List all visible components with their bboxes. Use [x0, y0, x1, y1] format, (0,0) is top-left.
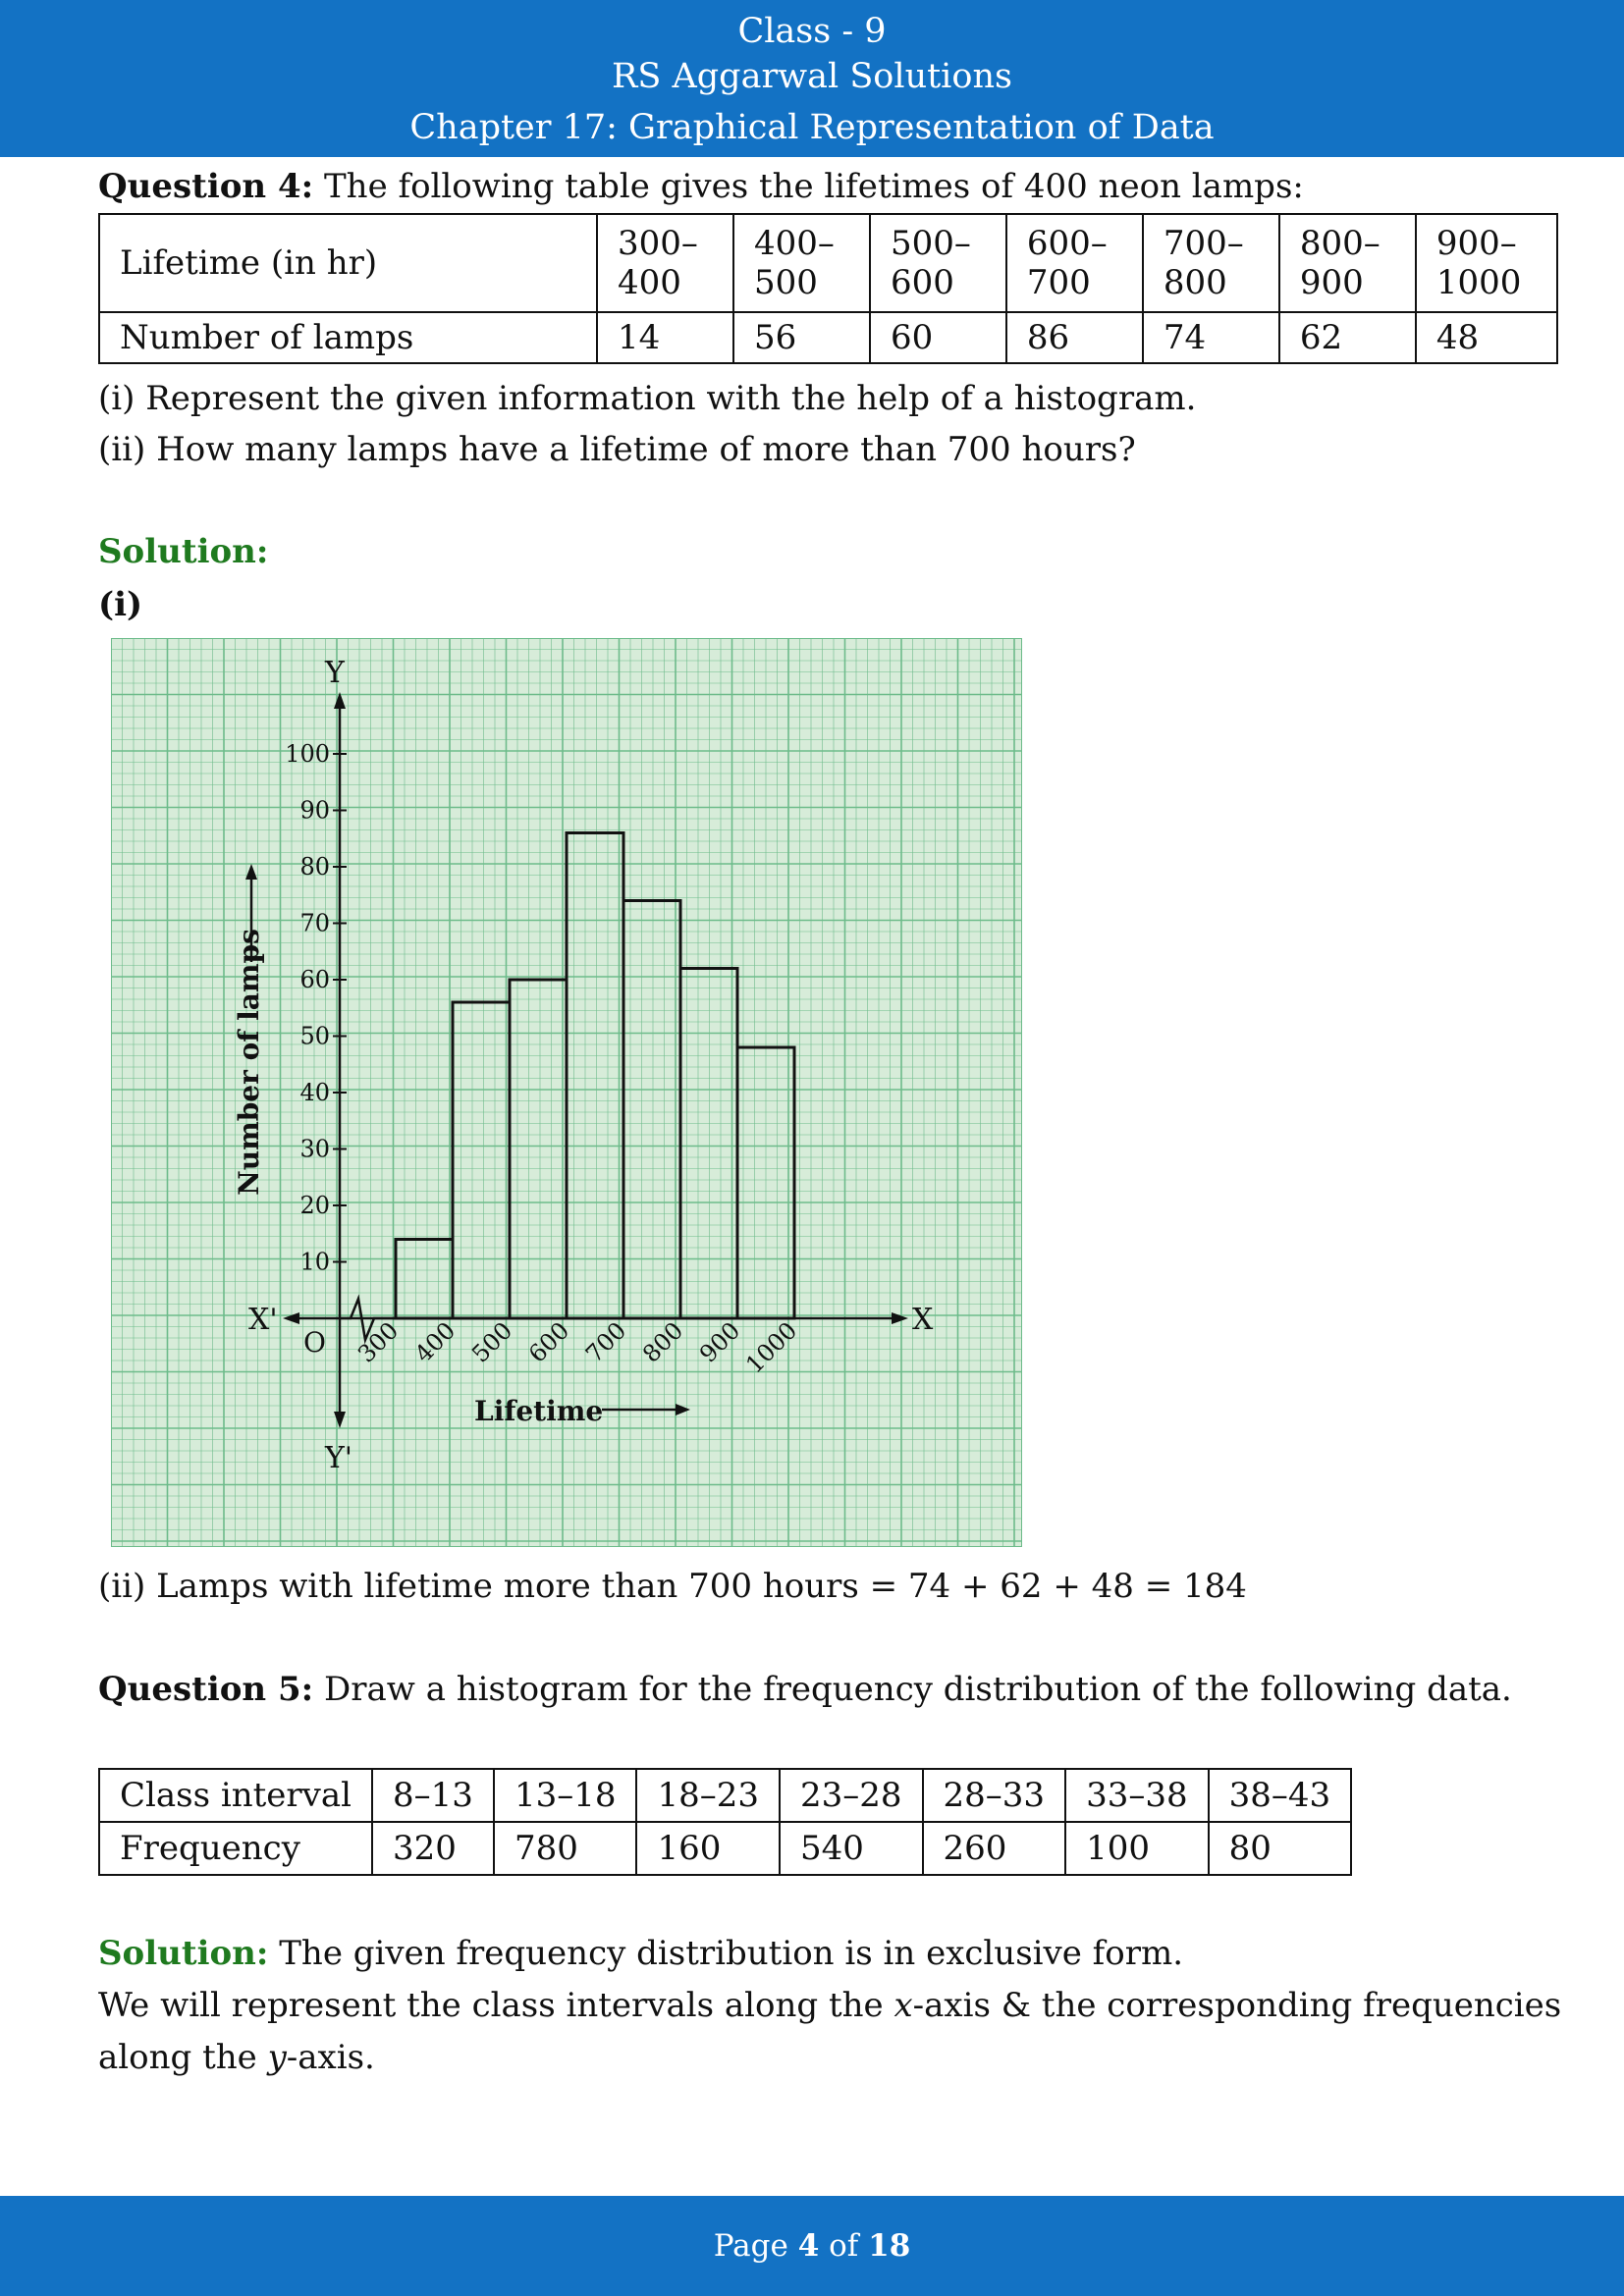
y-tick-label: 30: [299, 1135, 330, 1163]
table-cell: 86: [1006, 312, 1143, 363]
text-span: -axis & the corresponding frequencies: [912, 1986, 1562, 2025]
table-row: [99, 1769, 1351, 1822]
question-4-text: The following table gives the lifetimes of 400 neon lamps:: [324, 167, 1304, 206]
table-header-cell: Lifetime (in hr): [99, 214, 597, 312]
frequency-table: [98, 1768, 1352, 1876]
question-5-text: Draw a histogram for the frequency distribution of the following data.: [324, 1670, 1512, 1709]
lifetime-table: [98, 213, 1558, 364]
x-variable: x: [893, 1986, 913, 2025]
table-cell: [733, 214, 870, 312]
class-end: 500: [753, 263, 818, 302]
x-tick-label: 1000: [740, 1316, 803, 1379]
solution-5-line-2: [98, 1984, 1561, 2027]
solution-5-line-1: [98, 1932, 1183, 1975]
text-span: -axis.: [286, 2038, 375, 2077]
x-tick-label: 600: [523, 1316, 575, 1368]
y-tick-label: 20: [299, 1192, 330, 1219]
question-4-part-i: (i) Represent the given information with the help of a histogram.: [98, 379, 1197, 418]
header-chapter: Chapter 17: Graphical Representation of Data: [409, 108, 1215, 147]
question-5: [98, 1668, 1512, 1711]
y-axis-title: Number of lamps: [233, 929, 265, 1196]
table-cell: [1143, 214, 1279, 312]
solution-5-label: Solution:: [98, 1934, 269, 1973]
table-cell: [870, 214, 1006, 312]
table-header-cell: Frequency: [99, 1822, 372, 1875]
histogram-chart: [111, 638, 1022, 1547]
table-cell: 260: [923, 1822, 1066, 1875]
y-axis-letter: Y: [325, 656, 345, 690]
y-variable: y: [267, 2038, 287, 2077]
table-cell: 14: [597, 312, 733, 363]
table-cell: 18–23: [636, 1769, 780, 1822]
header-book: RS Aggarwal Solutions: [612, 57, 1012, 96]
solution-4-part-i-label: (i): [98, 585, 143, 624]
page-footer: [0, 2196, 1624, 2296]
class-start: 800–: [1299, 224, 1380, 263]
y-neg-axis-letter: Y': [325, 1441, 353, 1475]
solution-5-line-3: [98, 2036, 375, 2079]
class-start: 600–: [1026, 224, 1108, 263]
class-end: 400: [618, 263, 681, 302]
y-tick-label: 10: [299, 1248, 330, 1276]
table-cell: 540: [780, 1822, 923, 1875]
table-cell: [1416, 214, 1557, 312]
y-tick-label: 80: [299, 853, 330, 881]
class-start: 300–: [618, 224, 698, 263]
x-tick-label: 400: [409, 1316, 461, 1368]
x-axis-title: Lifetime: [474, 1395, 604, 1427]
text-span: along the: [98, 2038, 268, 2077]
table-cell: 48: [1416, 312, 1557, 363]
class-start: 500–: [890, 224, 971, 263]
table-cell: 8–13: [372, 1769, 494, 1822]
table-cell: 80: [1209, 1822, 1352, 1875]
origin-label: O: [303, 1326, 326, 1359]
x-tick-label: 800: [637, 1316, 689, 1368]
table-cell: 74: [1143, 312, 1279, 363]
y-tick-label: 60: [299, 966, 330, 993]
x-tick-label: 300: [352, 1316, 405, 1368]
question-5-label: Question 5:: [98, 1670, 314, 1709]
page-word: Page: [713, 2228, 788, 2264]
table-cell: 56: [733, 312, 870, 363]
table-cell: 13–18: [494, 1769, 637, 1822]
y-tick-label: 70: [299, 909, 330, 937]
y-tick-label: 40: [299, 1079, 330, 1106]
page-header: [0, 0, 1624, 157]
table-cell: 62: [1279, 312, 1416, 363]
table-cell: 100: [1065, 1822, 1209, 1875]
class-end: 800: [1163, 263, 1227, 302]
table-cell: 38–43: [1209, 1769, 1352, 1822]
question-4-label: Question 4:: [98, 167, 314, 206]
table-cell: 780: [494, 1822, 637, 1875]
table-cell: [1006, 214, 1143, 312]
x-tick-label: 900: [694, 1316, 746, 1368]
table-cell: 320: [372, 1822, 494, 1875]
table-row: [99, 214, 1557, 312]
class-start: 700–: [1163, 224, 1244, 263]
table-cell: 160: [636, 1822, 780, 1875]
table-header-cell: Class interval: [99, 1769, 372, 1822]
class-start: 400–: [753, 224, 835, 263]
table-row: [99, 312, 1557, 363]
table-cell: 28–33: [923, 1769, 1066, 1822]
of-word: of: [829, 2228, 859, 2264]
solution-4-label: Solution:: [98, 532, 269, 571]
text-span: We will represent the class intervals along the: [98, 1986, 894, 2025]
x-axis-letter: X: [912, 1303, 934, 1337]
x-tick-label: 700: [580, 1316, 632, 1368]
class-end: 900: [1299, 263, 1364, 302]
x-tick-label: 500: [466, 1316, 518, 1368]
solution-5-text: The given frequency distribution is in exclusive form.: [279, 1934, 1184, 1973]
question-4: [98, 165, 1304, 208]
header-class: Class - 9: [737, 12, 887, 51]
page-number: 4: [797, 2228, 820, 2264]
table-cell: 60: [870, 312, 1006, 363]
class-start: 900–: [1435, 224, 1517, 263]
x-neg-axis-letter: X': [248, 1303, 278, 1337]
question-4-part-ii: (ii) How many lamps have a lifetime of more than 700 hours?: [98, 430, 1136, 469]
table-cell: [1279, 214, 1416, 312]
table-cell: 23–28: [780, 1769, 923, 1822]
y-tick-label: 50: [299, 1022, 330, 1050]
y-tick-label: 90: [299, 796, 330, 825]
table-header-cell: Number of lamps: [99, 312, 597, 363]
page-total: 18: [868, 2228, 911, 2264]
class-end: 700: [1026, 263, 1091, 302]
table-cell: 33–38: [1065, 1769, 1209, 1822]
class-end: 1000: [1435, 263, 1522, 302]
table-cell: [597, 214, 733, 312]
solution-4-part-ii-answer: (ii) Lamps with lifetime more than 700 hours = 74 + 62 + 48 = 184: [98, 1567, 1247, 1606]
class-end: 600: [890, 263, 954, 302]
table-row: [99, 1822, 1351, 1875]
y-tick-label: 100: [285, 740, 330, 768]
